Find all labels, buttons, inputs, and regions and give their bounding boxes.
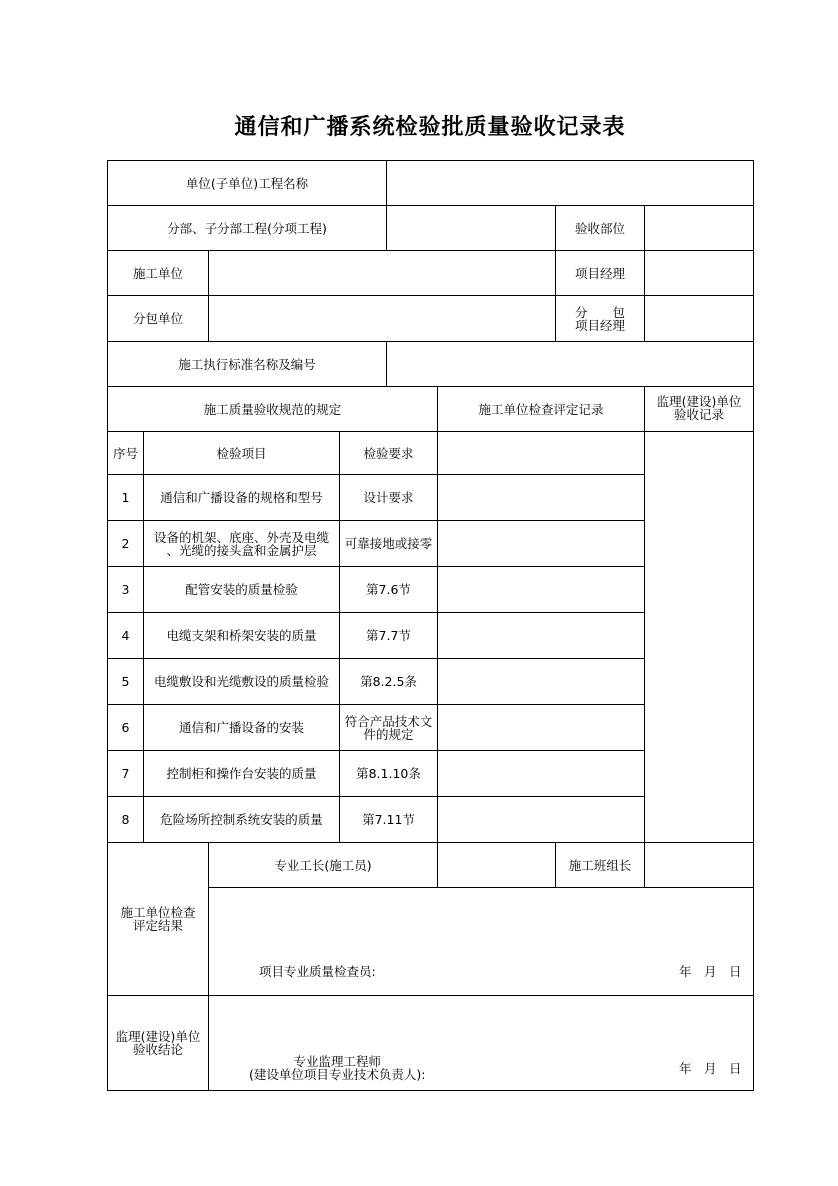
item-requirement	[339, 612, 438, 659]
acceptance-part-field[interactable]	[644, 205, 754, 251]
item-name-text: 危险场所控制系统安装的质量	[160, 812, 323, 827]
item-contractor-record[interactable]	[437, 704, 645, 751]
contractor-result-label	[107, 842, 209, 996]
item-name	[143, 612, 340, 659]
contractor-record-header	[437, 386, 645, 432]
contractor-result-label-text: 施工单位检查 评定结果	[120, 905, 196, 933]
item-name-text: 设备的机架、底座、外壳及电缆 、光缆的接头盒和金属护层	[153, 529, 329, 558]
item-contractor-record[interactable]	[437, 612, 645, 659]
item-no	[107, 474, 144, 521]
item-name	[143, 566, 340, 613]
item-name	[143, 750, 340, 797]
project-name-field[interactable]	[386, 160, 754, 206]
item-requirement-text: 第8.1.10条	[356, 766, 421, 781]
supervisor-record-header	[644, 386, 754, 432]
item-contractor-record[interactable]	[437, 520, 645, 567]
standard-label	[107, 341, 387, 387]
acceptance-part-label-text: 验收部位	[574, 220, 625, 236]
date-label: 年 月 日	[679, 1061, 742, 1076]
item-requirement	[339, 704, 438, 751]
acceptance-part-label	[555, 205, 645, 251]
subdivision-field[interactable]	[386, 205, 556, 251]
form-title: 通信和广播系统检验批质量验收记录表	[234, 115, 626, 140]
item-no-text: 8	[121, 812, 130, 827]
sub-project-manager-field[interactable]	[644, 295, 754, 342]
item-name-text: 通信和广播设备的规格和型号	[160, 490, 323, 505]
standard-label-text: 施工执行标准名称及编号	[178, 356, 316, 372]
item-requirement-text: 第7.7节	[366, 628, 411, 643]
item-requirement-text: 第7.11节	[362, 812, 415, 827]
team-leader-label-text: 施工班组长	[568, 857, 632, 873]
item-no	[107, 658, 144, 705]
project-manager-label-text: 项目经理	[574, 265, 625, 281]
spec-header	[107, 386, 438, 432]
item-no	[107, 750, 144, 797]
project-name-label-text: 单位(子单位)工程名称	[185, 175, 309, 191]
project-name-label	[107, 160, 387, 206]
item-name-text: 控制柜和操作台安装的质量	[166, 766, 317, 781]
standard-field[interactable]	[386, 341, 754, 387]
contractor-record-cell[interactable]	[437, 431, 645, 475]
item-no-text: 7	[121, 766, 130, 781]
item-no	[107, 566, 144, 613]
subdivision-label-text: 分部、子分部工程(分项工程)	[167, 220, 327, 236]
sub-project-manager-label-text: 分 包 项目经理	[574, 304, 625, 333]
item-requirement	[339, 796, 438, 843]
item-name	[143, 474, 340, 521]
item-requirement	[339, 474, 438, 521]
contractor-label	[107, 250, 209, 296]
item-requirement-text: 可靠接地或接零	[344, 536, 433, 551]
column-header-no	[107, 431, 144, 475]
column-header-requirement	[339, 431, 438, 475]
foreman-label	[208, 842, 438, 888]
item-no	[107, 612, 144, 659]
item-no-text: 5	[121, 674, 130, 689]
project-manager-label	[555, 250, 645, 296]
item-no	[107, 520, 144, 567]
column-header-item	[143, 431, 340, 475]
item-name	[143, 658, 340, 705]
item-no-text: 4	[121, 628, 130, 643]
subdivision-label	[107, 205, 387, 251]
date-label: 年 月 日	[679, 964, 742, 979]
item-requirement	[339, 566, 438, 613]
item-requirement-text: 符合产品技术文 件的规定	[344, 713, 433, 742]
contractor-result-field[interactable]	[208, 887, 754, 996]
supervisor-conclusion-label-text: 监理(建设)单位 验收结论	[115, 1029, 201, 1057]
team-leader-label	[555, 842, 645, 888]
item-contractor-record[interactable]	[437, 566, 645, 613]
supervisor-conclusion-label	[107, 995, 209, 1091]
item-name	[143, 520, 340, 567]
item-requirement	[339, 520, 438, 567]
item-name-text: 电缆敷设和光缆敷设的质量检验	[153, 674, 329, 689]
column-header-requirement-text: 检验要求	[363, 445, 414, 461]
item-requirement-text: 第7.6节	[366, 582, 411, 597]
project-manager-field[interactable]	[644, 250, 754, 296]
item-name-text: 配管安装的质量检验	[185, 582, 298, 597]
supervisor-record-field[interactable]	[644, 431, 754, 843]
item-contractor-record[interactable]	[437, 796, 645, 843]
item-contractor-record[interactable]	[437, 474, 645, 521]
foreman-field[interactable]	[437, 842, 556, 888]
sub-project-manager-label	[555, 295, 645, 342]
item-name	[143, 704, 340, 751]
engineer-label: 专业监理工程师 (建设单位项目专业技术负责人):	[249, 1054, 426, 1082]
item-no	[107, 704, 144, 751]
item-name	[143, 796, 340, 843]
subcontractor-field[interactable]	[208, 295, 556, 342]
item-contractor-record[interactable]	[437, 750, 645, 797]
foreman-label-text: 专业工长(施工员)	[274, 857, 372, 873]
team-leader-field[interactable]	[644, 842, 754, 888]
contractor-field[interactable]	[208, 250, 556, 296]
subcontractor-label	[107, 295, 209, 342]
item-requirement-text: 设计要求	[363, 490, 414, 505]
item-no-text: 3	[121, 582, 130, 597]
supervisor-record-header-text: 监理(建设)单位 验收记录	[656, 394, 742, 422]
column-header-no-text: 序号	[112, 445, 138, 461]
supervisor-conclusion-field[interactable]	[208, 995, 754, 1091]
item-name-text: 电缆支架和桥架安装的质量	[166, 628, 317, 643]
item-no	[107, 796, 144, 843]
item-no-text: 6	[121, 720, 130, 735]
contractor-record-header-text: 施工单位检查评定记录	[478, 401, 604, 417]
item-contractor-record[interactable]	[437, 658, 645, 705]
inspector-label: 项目专业质量检查员:	[259, 964, 376, 979]
item-name-text: 通信和广播设备的安装	[178, 720, 304, 735]
item-no-text: 1	[121, 490, 130, 505]
item-requirement	[339, 658, 438, 705]
item-requirement	[339, 750, 438, 797]
column-header-item-text: 检验项目	[216, 445, 267, 461]
item-requirement-text: 第8.2.5条	[360, 674, 417, 689]
item-no-text: 2	[121, 536, 130, 551]
contractor-label-text: 施工单位	[132, 265, 183, 281]
subcontractor-label-text: 分包单位	[132, 311, 183, 326]
spec-header-text: 施工质量验收规范的规定	[203, 401, 342, 417]
